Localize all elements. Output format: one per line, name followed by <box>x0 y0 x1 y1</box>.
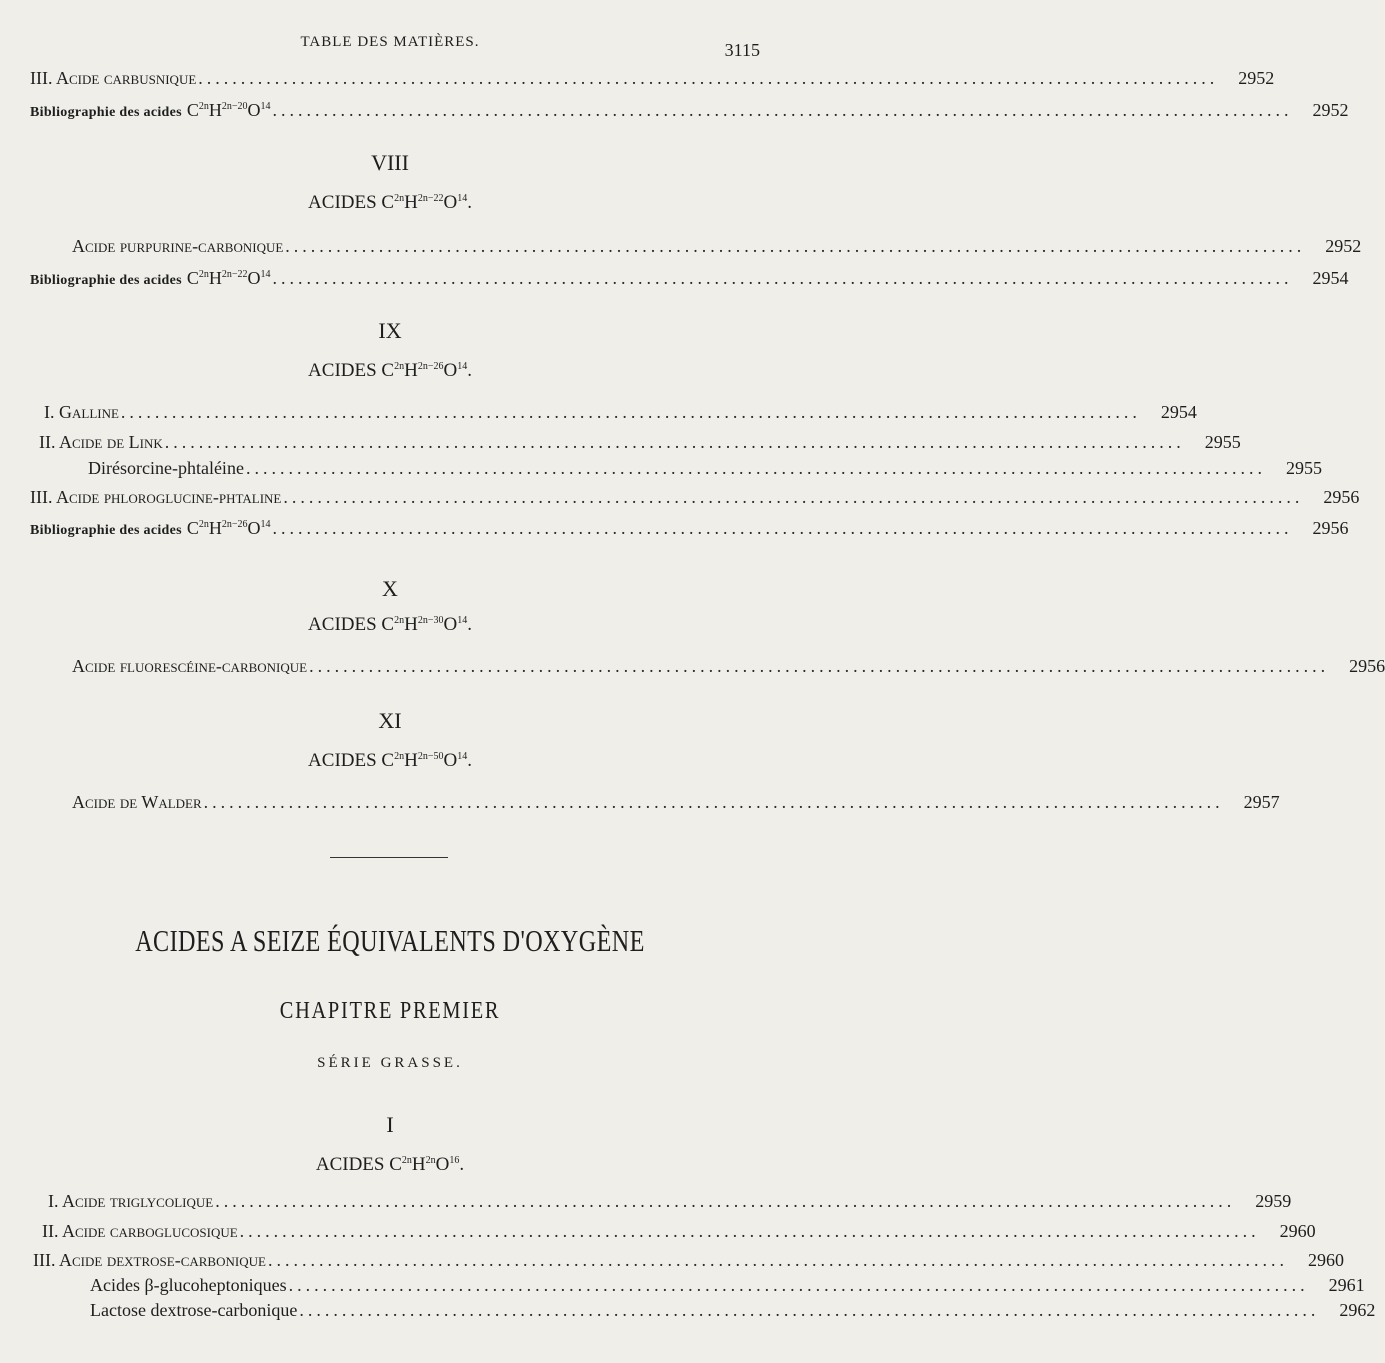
section-numeral: X <box>382 576 398 601</box>
section-numeral: XI <box>378 708 402 733</box>
series-title: SÉRIE GRASSE. <box>317 1055 463 1071</box>
entry-page: 2960 <box>1279 1221 1316 1241</box>
toc-entry <box>0 68 1275 94</box>
section-numeral: I <box>386 1112 394 1137</box>
section-heading: ACIDES $C^{2n}H^{2n}O^{16}$. <box>315 1154 465 1175</box>
toc-entry <box>0 1191 1292 1217</box>
dot-leader: ........................................................................................................................ <box>245 458 1266 478</box>
entry-label: Acide de Walder <box>72 792 202 812</box>
toc-entry: Bibliographie des acides $C^{2n}H^{2n-26}O^{14}$ ........................................................................................................................ 2956 <box>30 518 1349 538</box>
entry-label: III. Acide carbusnique <box>30 68 197 88</box>
entry-page: 2955 <box>1204 432 1241 452</box>
dot-leader: ........................................................................................................................ <box>272 518 1293 538</box>
dot-leader: ........................................................................................................................ <box>299 1300 1320 1320</box>
dot-leader: ........................................................................................................................ <box>203 792 1224 812</box>
entry-label: III. Acide phloroglucine-phtaline <box>30 487 282 507</box>
biblio-label: Bibliographie des acides <box>30 523 182 538</box>
toc-entry <box>0 432 1241 458</box>
dot-leader: ........................................................................................................................ <box>288 1275 1309 1295</box>
entry-label: I. Galline <box>44 402 119 422</box>
dot-leader: ........................................................................................................................ <box>267 1250 1288 1270</box>
entry-page: 2955 <box>1285 458 1322 478</box>
entry-label: II. Acide carboglucosique <box>42 1221 238 1241</box>
entry-label: Acide purpurine-carbonique <box>72 236 284 256</box>
biblio-label: Bibliographie des acides <box>30 105 182 120</box>
toc-entry <box>0 1275 1365 1301</box>
entry-page: 2952 <box>1325 236 1362 256</box>
toc-entry <box>0 236 1362 262</box>
section-heading: ACIDES $C^{2n}H^{2n-30}O^{14}$. <box>308 614 472 635</box>
entry-label: I. Acide triglycolique <box>48 1191 214 1211</box>
entry-page: 2961 <box>1328 1275 1365 1295</box>
dot-leader: ........................................................................................................................ <box>272 100 1293 120</box>
dot-leader: ........................................................................................................................ <box>285 236 1306 256</box>
entry-page: 2962 <box>1339 1300 1376 1320</box>
toc-entry <box>0 487 1360 513</box>
dot-leader: ........................................................................................................................ <box>309 656 1330 676</box>
dot-leader: ........................................................................................................................ <box>272 268 1293 288</box>
toc-entry <box>0 1250 1344 1276</box>
section-heading: ACIDES $C^{2n}H^{2n-26}O^{14}$. <box>308 360 472 381</box>
section-heading: ACIDES $C^{2n}H^{2n-22}O^{14}$. <box>308 192 472 213</box>
entry-page: 2954 <box>1312 268 1349 288</box>
entry-page: 2952 <box>1238 68 1275 88</box>
toc-entry: Bibliographie des acides $C^{2n}H^{2n-20}O^{14}$ ........................................................................................................................ 2952 <box>30 100 1349 120</box>
main-heading: ACIDES A SEIZE ÉQUIVALENTS D'OXYGÈNE <box>135 923 645 958</box>
running-header: TABLE DES MATIÈRES. <box>300 34 480 50</box>
entry-label: II. Acide de Link <box>39 432 163 452</box>
chapter-title: CHAPITRE PREMIER <box>279 998 501 1024</box>
toc-entry <box>0 1300 1376 1326</box>
toc-entry <box>0 1221 1316 1247</box>
entry-page: 2956 <box>1312 518 1349 538</box>
entry-page: 2960 <box>1307 1250 1344 1270</box>
entry-label: Lactose dextrose-carbonique <box>90 1300 298 1320</box>
biblio-label: Bibliographie des acides <box>30 273 182 288</box>
dot-leader: ........................................................................................................................ <box>198 68 1219 88</box>
entry-page: 2956 <box>1323 487 1360 507</box>
page-number: 3115 <box>724 40 760 60</box>
toc-entry <box>0 458 1322 484</box>
dot-leader: ........................................................................................................................ <box>120 402 1141 422</box>
entry-page: 2956 <box>1349 656 1385 676</box>
section-numeral: IX <box>378 318 402 343</box>
toc-entry <box>0 792 1280 818</box>
entry-label: Acides β-glucoheptoniques <box>90 1275 287 1295</box>
section-divider <box>330 857 448 858</box>
dot-leader: ........................................................................................................................ <box>283 487 1304 507</box>
dot-leader: ........................................................................................................................ <box>215 1191 1236 1211</box>
entry-label: Dirésorcine-phtaléine <box>88 458 244 478</box>
toc-entry <box>0 402 1197 428</box>
entry-label: III. Acide dextrose-carbonique <box>33 1250 266 1270</box>
entry-page: 2957 <box>1243 792 1280 812</box>
entry-page: 2959 <box>1255 1191 1292 1211</box>
entry-label: Acide fluorescéine-carbonique <box>72 656 308 676</box>
entry-page: 2952 <box>1312 100 1349 120</box>
toc-entry: Bibliographie des acides $C^{2n}H^{2n-22}O^{14}$ ........................................................................................................................ 2954 <box>30 268 1349 288</box>
section-heading: ACIDES $C^{2n}H^{2n-50}O^{14}$. <box>308 750 472 771</box>
section-numeral: VIII <box>371 150 409 175</box>
dot-leader: ........................................................................................................................ <box>239 1221 1260 1241</box>
toc-entry <box>0 656 1385 682</box>
dot-leader: ........................................................................................................................ <box>164 432 1185 452</box>
entry-page: 2954 <box>1160 402 1197 422</box>
